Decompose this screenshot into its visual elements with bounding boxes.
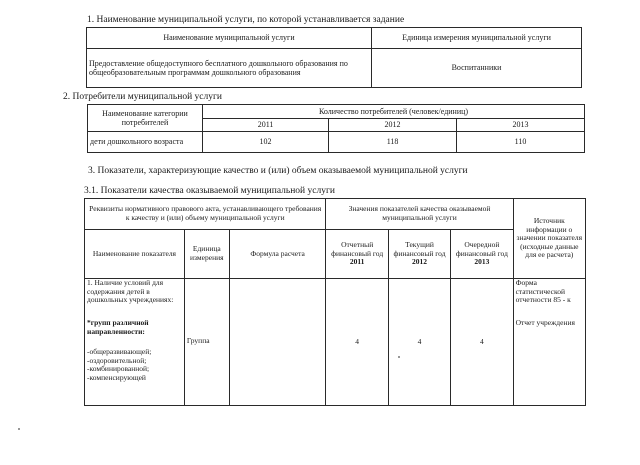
indicator-kinds: -общеразвивающей; -оздоровительной; -комбинированной; -компенсирующей — [87, 347, 152, 382]
service-table — [86, 27, 582, 88]
section3-heading: 3. Показатели, характеризующие качество и (или) объем оказываемой муниципальной услуги — [88, 166, 468, 176]
year1-cell — [326, 230, 388, 279]
value-2012: 118 — [329, 132, 457, 153]
consumers-table — [87, 104, 585, 153]
indicator-v1: 4 — [326, 279, 388, 406]
scan-speck — [18, 428, 20, 430]
value-2011: 102 — [203, 132, 329, 153]
year1-value: 2011 — [349, 257, 365, 267]
section1-heading: 1. Наименование муниципальной услуги, по которой устанавливается задание — [87, 15, 405, 25]
indicator-v2: 4 — [388, 279, 450, 406]
section2-heading: 2. Потребители муниципальной услуги — [63, 92, 222, 102]
year2-label: Текущий финансовый год — [393, 240, 446, 258]
req-header: Реквизиты нормативного правового акта, устанавливающего требования к качеству и (или) объему муниципальной услуги — [85, 199, 326, 230]
year2-value: 2012 — [412, 257, 428, 267]
col-count: Количество потребителей (человек/единиц) — [203, 105, 585, 119]
year3-value: 2013 — [474, 257, 490, 267]
year-2012: 2012 — [329, 119, 457, 132]
sub-name: Наименование показателя — [85, 230, 185, 279]
sub-formula: Формула расчета — [229, 230, 326, 279]
indicator-formula — [229, 279, 326, 406]
service-name: Предоставление общедоступного бесплатного дошкольного образования по общеобразовательным программам дошкольного образования — [87, 49, 372, 88]
indicator-name-cell — [85, 279, 185, 406]
indicator-v3: 4 — [451, 279, 513, 406]
indicator-unit-cell — [184, 279, 229, 406]
quality-table — [84, 198, 586, 406]
src-header: Источник информации о значении показателя (исходные данные для ее расчета) — [513, 199, 585, 279]
col-category: Наименование категории потребителей — [88, 105, 203, 132]
consumer-category: дети дошкольного возраста — [88, 132, 203, 153]
sub-unit: Единица измерения — [184, 230, 229, 279]
value-2013: 110 — [457, 132, 585, 153]
val-header: Значения показателей качества оказываемой муниципальной услуги — [326, 199, 513, 230]
service-unit: Воспитанники — [372, 49, 582, 88]
col-unit: Единица измерения муниципальной услуги — [372, 28, 582, 49]
year-2013: 2013 — [457, 119, 585, 132]
indicator-source2: Отчет учреждения — [515, 317, 575, 327]
indicator-unit: Группа — [186, 336, 210, 345]
scan-speck — [398, 356, 400, 358]
indicator-groups: *групп различной направленности: — [87, 317, 149, 336]
indicator-name: 1. Наличие условий для содержания детей в дошкольных учреждениях: — [87, 278, 174, 305]
indicator-source-cell — [513, 279, 585, 406]
section31-heading: 3.1. Показатели качества оказываемой муниципальной услуги — [84, 186, 335, 196]
year2-cell — [388, 230, 450, 279]
year-2011: 2011 — [203, 119, 329, 132]
year1-label: Отчетный финансовый год — [331, 240, 384, 258]
year3-cell — [451, 230, 513, 279]
col-service-name: Наименование муниципальной услуги — [87, 28, 372, 49]
year3-label: Очередной финансовый год — [455, 240, 508, 258]
indicator-source1: Форма статистической отчетности 85 - к — [515, 278, 571, 305]
